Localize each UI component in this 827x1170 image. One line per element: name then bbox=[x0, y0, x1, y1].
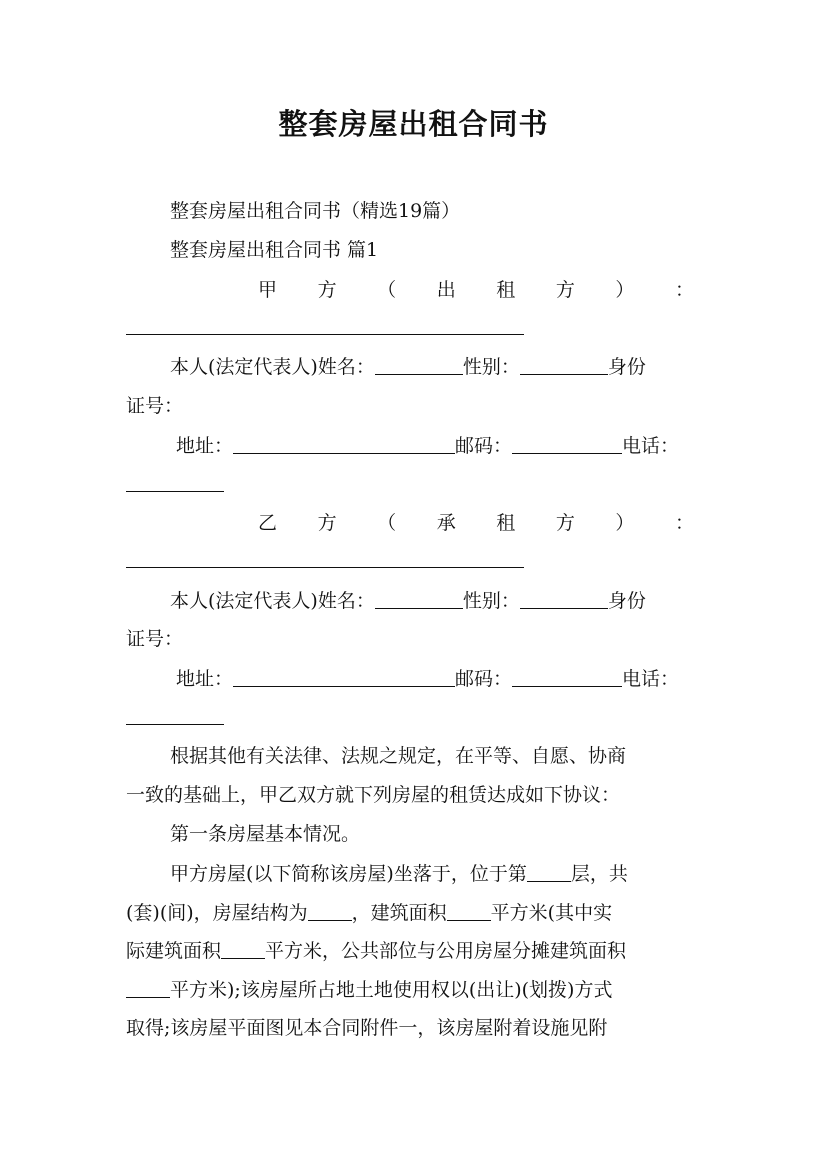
floor-blank bbox=[527, 862, 571, 882]
phone-label: 电话： bbox=[622, 435, 680, 457]
gender-blank bbox=[520, 589, 608, 609]
gender-label: 性别： bbox=[462, 356, 520, 378]
party-b-phone-blank bbox=[126, 703, 716, 730]
address-label: 地址： bbox=[176, 435, 234, 457]
party-a-char: 方 bbox=[317, 279, 337, 301]
party-b-name-row bbox=[170, 587, 716, 614]
party-b-char: （ bbox=[377, 512, 397, 534]
text-run: 际建筑面积 bbox=[126, 940, 222, 962]
party-a-phone-blank bbox=[126, 470, 716, 497]
party-b-heading bbox=[258, 510, 694, 536]
name-blank bbox=[375, 589, 463, 609]
text-run: (套)(间)，房屋结构为 bbox=[126, 902, 308, 924]
text-run: 层，共 bbox=[570, 863, 628, 885]
address-blank bbox=[233, 667, 455, 687]
article-1-heading: 第一条房屋基本情况。 bbox=[170, 823, 361, 845]
party-b-char: ） bbox=[615, 512, 635, 534]
text-run: 平方米(其中实 bbox=[490, 902, 613, 924]
area-blank bbox=[447, 901, 491, 921]
address-blank bbox=[233, 434, 455, 454]
part-heading: 整套房屋出租合同书 篇1 bbox=[170, 239, 379, 261]
text-run: 甲方房屋(以下简称该房屋)坐落于，位于第 bbox=[170, 863, 527, 885]
party-b-char: 租 bbox=[496, 512, 516, 534]
party-b-char: 方 bbox=[555, 512, 575, 534]
document-title: 整套房屋出租合同书 bbox=[278, 107, 549, 141]
party-a-char: ： bbox=[674, 279, 694, 301]
structure-blank bbox=[308, 901, 352, 921]
address-label: 地址： bbox=[176, 668, 234, 690]
party-a-char: （ bbox=[377, 279, 397, 301]
party-b-char: 方 bbox=[317, 512, 337, 534]
property-paragraph-line-2 bbox=[126, 899, 716, 926]
party-b-address-row bbox=[176, 665, 716, 692]
party-a-char: 出 bbox=[436, 279, 456, 301]
name-blank bbox=[375, 355, 463, 375]
postcode-label: 邮码： bbox=[455, 668, 513, 690]
postcode-blank bbox=[512, 667, 622, 687]
party-a-blank-line bbox=[126, 313, 716, 340]
text-run: 平方米，公共部位与公用房屋分摊建筑面积 bbox=[265, 940, 627, 962]
party-a-name-row bbox=[170, 353, 716, 380]
text-run: ，建筑面积 bbox=[351, 902, 447, 924]
party-a-char: ） bbox=[615, 279, 635, 301]
party-a-char: 租 bbox=[496, 279, 516, 301]
intro-paragraph-line-2: 一致的基础上，甲乙双方就下列房屋的租赁达成如下协议： bbox=[126, 784, 621, 806]
party-a-address-row bbox=[176, 432, 716, 459]
gender-label: 性别： bbox=[462, 590, 520, 612]
text-run: 平方米);该房屋所占地土地使用权以(出让)(划拨)方式 bbox=[170, 979, 613, 1001]
party-a-char: 方 bbox=[555, 279, 575, 301]
party-b-char: ： bbox=[674, 512, 694, 534]
gender-blank bbox=[520, 355, 608, 375]
party-b-id-label: 证号： bbox=[126, 628, 184, 650]
party-a-id-label: 证号： bbox=[126, 395, 184, 417]
postcode-blank bbox=[512, 434, 622, 454]
intro-paragraph-line-1: 根据其他有关法律、法规之规定，在平等、自愿、协商 bbox=[170, 745, 627, 767]
property-paragraph-line-5: 取得;该房屋平面图见本合同附件一，该房屋附着设施见附 bbox=[126, 1017, 608, 1039]
party-a-char: 甲 bbox=[258, 279, 278, 301]
property-paragraph-line-4 bbox=[126, 976, 716, 1003]
actual-area-blank bbox=[221, 939, 265, 959]
party-b-char: 承 bbox=[436, 512, 456, 534]
name-label: 本人(法定代表人)姓名： bbox=[170, 590, 375, 612]
shared-area-blank bbox=[126, 978, 170, 998]
property-paragraph-line-3 bbox=[126, 937, 716, 964]
party-b-blank-line bbox=[126, 546, 716, 573]
phone-label: 电话： bbox=[622, 668, 680, 690]
name-label: 本人(法定代表人)姓名： bbox=[170, 356, 375, 378]
id-label: 身份 bbox=[607, 590, 646, 612]
party-a-heading bbox=[258, 277, 694, 303]
postcode-label: 邮码： bbox=[455, 435, 513, 457]
subtitle: 整套房屋出租合同书（精选19篇） bbox=[170, 200, 461, 222]
property-paragraph-line-1 bbox=[170, 860, 716, 887]
id-label: 身份 bbox=[607, 356, 646, 378]
party-b-char: 乙 bbox=[258, 512, 278, 534]
